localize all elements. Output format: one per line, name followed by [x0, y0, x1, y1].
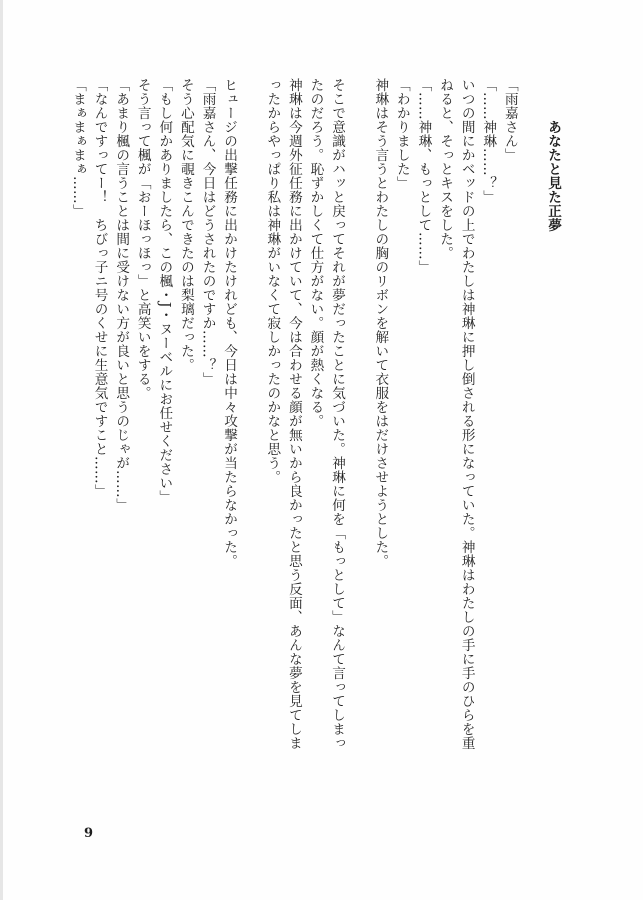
text-line: 「……神琳、もっとして……」 — [415, 78, 432, 274]
text-line: たのだろう。恥ずかしくて仕方がない。顔が熱くなる。 — [307, 78, 324, 428]
paragraph-gap — [347, 78, 369, 698]
page-number: 9 — [84, 826, 94, 841]
text-line: 「なんですってー！ ちびっ子ニ号のくせに生意気ですこと……」 — [91, 78, 108, 498]
text-line: ヒュージの出撃任務に出かけたけれども、今日は中々攻撃が当たらなかった。 — [221, 78, 238, 568]
story-title: あなたと見た正夢 — [545, 120, 561, 232]
text-line: いつの間にかベッドの上でわたしは神琳に押し倒される形になっていた。神琳はわたしの手に手のひらを重 — [458, 78, 475, 750]
paragraph-gap — [239, 78, 261, 698]
text-line: 「雨嘉さん」 — [501, 78, 518, 162]
text-line: ったからやっぱり私は神琳がいなくて寂しかったのかなと思う。 — [264, 78, 281, 484]
text-line: ねると、そっとキスをした。 — [437, 78, 454, 260]
text-line: 「わかりました」 — [393, 78, 410, 190]
text-line: 「あまり楓の言うことは間に受けない方が良いと思うのじゃが……」 — [113, 78, 130, 512]
text-line: 「まぁまぁまぁ……」 — [69, 78, 86, 218]
text-line: 「雨嘉さん、今日はどうされたのですか……？」 — [199, 78, 216, 386]
text-line: そう言って楓が「おーほっほっ」と高笑いをする。 — [134, 78, 151, 400]
text-line: そこで意識がハッと戻ってそれが夢だったことに気づいた。神琳に何を「もっとして」なんて言ってしまっ — [329, 78, 346, 750]
text-line: 神琳はそう言うとわたしの胸のリボンを解いて衣服をはだけさせようとした。 — [372, 78, 389, 568]
body-text — [66, 78, 563, 750]
text-line: 「もし何かありましたら、この楓・J・ヌーベルにお任せください」 — [156, 78, 173, 504]
text-line: 「……神琳……？」 — [480, 78, 497, 204]
page-edge — [0, 0, 3, 900]
text-line: 神琳は今週外征任務に出かけていて、今は合わせる顔が無いから良かったと思う反面、あんな夢を見てしま — [285, 78, 302, 750]
text-line: そう心配気に覗きこんできたのは梨璃だった。 — [177, 78, 194, 372]
